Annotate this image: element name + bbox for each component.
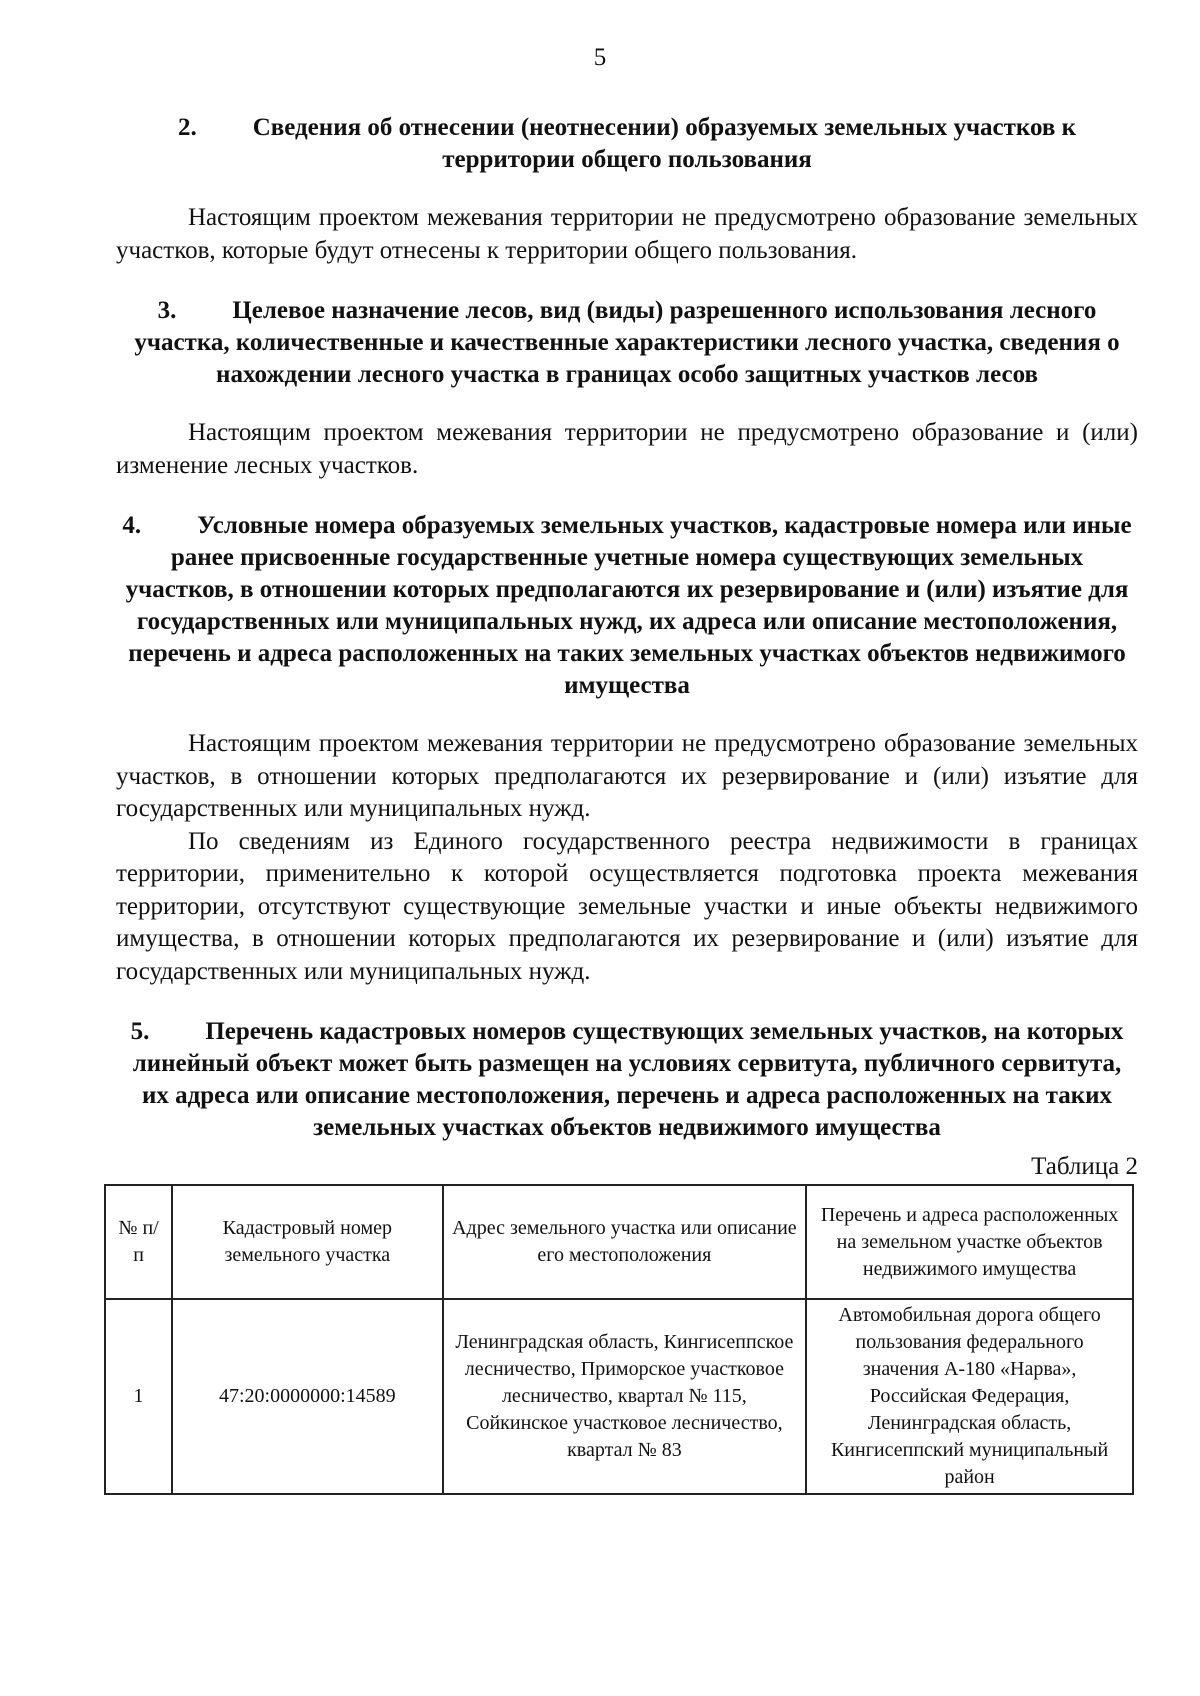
header-objects: Перечень и адреса расположенных на земельном участке объектов недвижимого имущества [806, 1185, 1133, 1299]
cell-address: Ленинградская область, Кингисеппское лесничество, Приморское участковое лесничество, квартал № 115, Сойкинское участковое лесничество, квартал № 83 [443, 1299, 807, 1494]
header-address: Адрес земельного участка или описание его местоположения [443, 1185, 807, 1299]
cadastral-table [104, 1184, 1134, 1495]
section-2-title: Сведения об отнесении (неотнесении) образуемых земельных участков к территории общего пользования [252, 114, 1077, 173]
section-4-paragraph-2: По сведениям из Единого государственного реестра недвижимости в границах территории, применительно к которой осуществляется подготовка проекта межевания территории, отсутствуют существующие земельные участки и иные объекты недвижимого имущества, в отношении которых предполагаются их резервирование и (или) изъятие для государственных или муниципальных нужд. [116, 827, 1138, 985]
header-num: № п/п [105, 1185, 172, 1299]
table-header-row [105, 1185, 1133, 1299]
section-4-title: Условные номера образуемых земельных участков, кадастровые номера или иные ранее присвоенные государственные учетные номера существующих земельных участков, в отношении которых предполагаются их резервирование и (или) изъятие для государственных или муниципальных нужд, их адреса или описание местоположения, перечень и адреса расположенных на таких земельных участках объектов недвижимого имущества [125, 512, 1132, 699]
cell-num: 1 [105, 1299, 172, 1494]
section-3-title: Целевое назначение лесов, вид (виды) разрешенного использования лесного участка, количественные и качественные характеристики лесного участка, сведения о нахождении лесного участка в границах особо защитных участков лесов [134, 297, 1120, 388]
cell-cadastral: 47:20:0000000:14589 [172, 1299, 443, 1494]
section-3-paragraph-1: Настоящим проектом межевания территории не предусмотрено образование и (или) изменение лесных участков. [116, 419, 1138, 479]
section-5-heading [116, 1016, 1138, 1144]
section-2-heading [116, 112, 1138, 176]
header-cadastral: Кадастровый номер земельного участка [172, 1185, 443, 1299]
section-5-number: 5. [130, 1018, 150, 1045]
section-4-paragraph-1: Настоящим проектом межевания территории не предусмотрено образование земельных участков, в отношении которых предполагаются их резервирование и (или) изъятие для государственных или муниципальных нужд. [116, 730, 1138, 822]
section-3-number: 3. [157, 297, 177, 324]
section-3-heading [116, 295, 1138, 391]
section-5-title: Перечень кадастровых номеров существующих земельных участков, на которых линейный объект может быть размещен на условиях сервитута, публичного сервитута, их адреса или описание местоположения, перечень и адреса расположенных на таких земельных участках объектов недвижимого имущества [132, 1018, 1124, 1141]
table-row [105, 1299, 1133, 1494]
section-4-number: 4. [122, 512, 142, 539]
table-caption: Таблица 2 [1031, 1153, 1138, 1180]
page-number: 5 [593, 44, 607, 71]
document-body [116, 112, 1138, 1495]
section-2-number: 2. [177, 114, 197, 141]
cell-objects: Автомобильная дорога общего пользования федерального значения А-180 «Нарва», Российская Федерация, Ленинградская область, Кингисеппский муниципальный район [806, 1299, 1133, 1494]
section-4-heading [116, 510, 1138, 702]
section-2-paragraph-1: Настоящим проектом межевания территории не предусмотрено образование земельных участков, которые будут отнесены к территории общего пользования. [116, 204, 1138, 264]
